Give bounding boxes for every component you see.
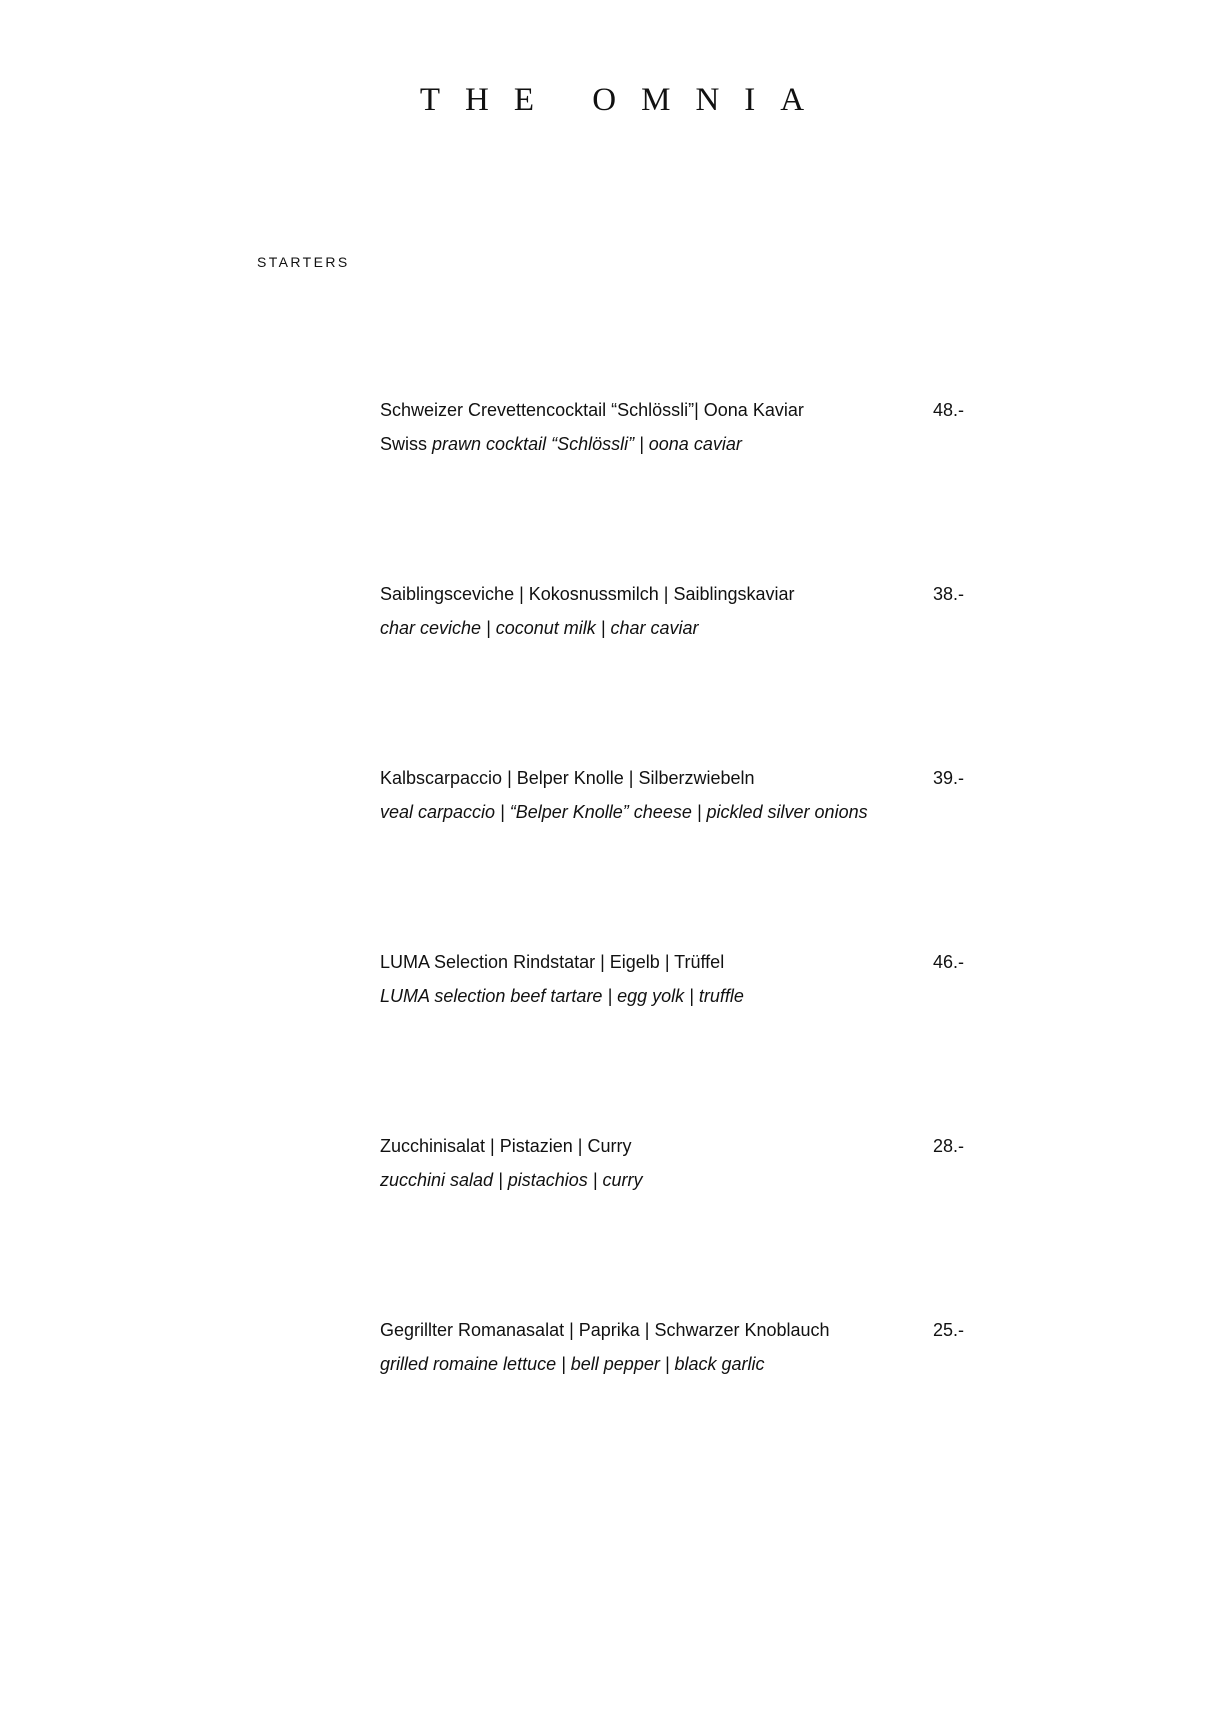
item-name-english: grilled romaine lettuce | bell pepper | black garlic: [380, 1354, 765, 1374]
item-name-english-prefix: Swiss: [380, 434, 428, 454]
menu-item: [380, 1319, 970, 1375]
item-name-german: Schweizer Crevettencocktail “Schlössli”| Oona Kaviar: [380, 400, 804, 420]
item-name-english: [380, 433, 970, 455]
restaurant-name: THE OMNIA: [419, 82, 830, 118]
item-name-german: Zucchinisalat | Pistazien | Curry: [380, 1136, 632, 1156]
menu-item: [380, 583, 970, 639]
item-price: 25.-: [933, 1320, 965, 1340]
item-name-german: LUMA Selection Rindstatar | Eigelb | Trüffel: [380, 952, 725, 972]
menu-item: [380, 1135, 970, 1191]
item-price: 28.-: [933, 1136, 965, 1156]
section-title: STARTERS: [257, 254, 350, 270]
item-name-german: Gegrillter Romanasalat | Paprika | Schwarzer Knoblauch: [380, 1320, 830, 1340]
menu-item: [380, 951, 970, 1007]
menu-item: [380, 399, 970, 455]
item-name-english-text: prawn cocktail “Schlössli” | oona caviar: [432, 434, 742, 454]
item-name-german: Kalbscarpaccio | Belper Knolle | Silberzwiebeln: [380, 768, 755, 788]
menu-item: [380, 767, 970, 823]
item-name-english: LUMA selection beef tartare | egg yolk | truffle: [380, 986, 744, 1006]
item-price: 39.-: [933, 768, 965, 788]
item-name-english: veal carpaccio | “Belper Knolle” cheese | pickled silver onions: [380, 802, 868, 822]
item-price: 38.-: [933, 584, 965, 604]
item-price: 48.-: [933, 400, 965, 420]
item-name-english: char ceviche | coconut milk | char caviar: [380, 618, 699, 638]
item-name-english: zucchini salad | pistachios | curry: [380, 1170, 643, 1190]
item-name-german: Saiblingsceviche | Kokosnussmilch | Saiblingskaviar: [380, 584, 795, 604]
item-price: 46.-: [933, 952, 965, 972]
